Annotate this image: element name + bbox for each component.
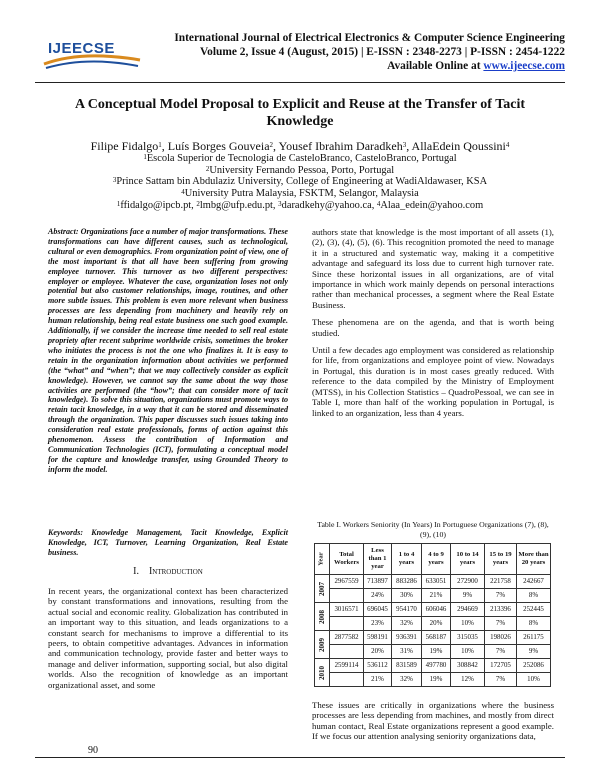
table-row: [315, 631, 551, 645]
empty-cell: [330, 589, 364, 603]
percent-cell: 7%: [485, 617, 517, 631]
empty-cell: [330, 617, 364, 631]
author-sup: 3: [402, 141, 407, 149]
author-block: [40, 139, 560, 212]
percent-cell: 21%: [364, 673, 392, 687]
seniority-table: [314, 543, 551, 687]
paragraph: These phenomena are on the agenda, and that is worth being studied.: [312, 317, 554, 338]
count-cell: 213396: [485, 603, 517, 617]
table-row: [315, 575, 551, 589]
count-cell: 633051: [422, 575, 451, 589]
count-cell: 242667: [517, 575, 551, 589]
count-cell: 497780: [422, 659, 451, 673]
count-cell: 252445: [517, 603, 551, 617]
total-workers-cell: 2599114: [330, 659, 364, 673]
count-cell: 831589: [392, 659, 422, 673]
footer-rule: [35, 757, 565, 758]
count-cell: 936391: [392, 631, 422, 645]
table-header-cell: Less than 1 year: [364, 544, 392, 575]
count-cell: 308842: [451, 659, 485, 673]
journal-logo: [42, 30, 142, 70]
percent-cell: 7%: [485, 589, 517, 603]
after-table-text: These issues are critically in organizations where the business processes are less depending from machines, and mostly from direct human contact, Real Estate organizations represent a good example. If we focus our attention analysing seniority organizations data,: [312, 700, 554, 742]
journal-link[interactable]: www.ijeecse.com: [483, 60, 565, 72]
empty-cell: [330, 673, 364, 687]
author-sup: 2: [269, 141, 274, 149]
count-cell: 261175: [517, 631, 551, 645]
percent-cell: 32%: [392, 617, 422, 631]
affiliation: $^1$Escola Superior de Tecnologia de CasteloBranco, CasteloBranco, Portugal: [143, 153, 457, 164]
author-email: Alaa_edein@yahoo.com: [380, 199, 484, 211]
author-email: ffidalgo@ipcb.pt,: [120, 199, 197, 211]
percent-cell: 30%: [392, 589, 422, 603]
count-cell: 272900: [451, 575, 485, 589]
percent-cell: 10%: [451, 645, 485, 659]
introduction-text: In recent years, the organizational context has been characterized by constant transformations and innovations, resulting from the actual social and economic reality. Globalization has contributed in an important way to this situation, and leads organizations to a constant search for mechanisms to improve a differential to its peers, to obtain competitive advantages. Advances in information and communication technology, provide faster and better ways to manage and deliver information, supporting social, but also digital worlds. Also the recognition of knowledge as an important organizational asset, and some: [48, 586, 288, 690]
table-header-cell: Year: [315, 544, 330, 575]
page-number: 90: [88, 745, 98, 756]
abstract: Abstract: Organizations face a number of major transformations. These transformations can have different causes, such as technological, cultural or even demographics. From organization point of view, one of the most important is that all have been suffering from growing employee turnover. This turnover as two different perspectives: employer or employee. Whatever the case, organization loses not only potential but also customer relationships, image, routines, and other more subtle issues. This problem is even more relevant when business processes are less depending from machinery and heavily rely on human relationship, being real estate business one such good example. Additionally, if we consider the increase time needed to sell real estate propriety after recent subprime worldwide crisis, sometimes the broker who initiates the process is not the one who finalizes it. It is easy to retain in the organization information about activities we performed (the “what” and “when”; that we may collectively consider as explicit knowledge). However, we cannot say the same about the way those activities are performed (the “how”; that can consider more of tacit knowledge). To solve this situation, organizations must promote ways to retain tacit knowledge, in a way that it can be stored and disseminated through the organization. This paper discusses such issues taking into consideration real estate professionals, forms of action against this phenomenon. Assess the contribution of Information and Communication Technologies (ICT), formulating a conceptual model for the capture and knowledge transfer, using Grounded Theory to inform the model.: [48, 227, 288, 474]
right-column-text: [312, 227, 554, 418]
affiliation: $^4$University Putra Malaysia, FSKTM, Selangor, Malaysia: [181, 188, 419, 200]
author-name: Luís Borges Gouveia: [167, 139, 270, 153]
author-sup: 4: [505, 141, 510, 149]
header-rule: [35, 82, 565, 83]
author-email: lmbg@ufp.edu.pt,: [199, 199, 279, 211]
empty-cell: [330, 645, 364, 659]
table-header-cell: More than 20 years: [517, 544, 551, 575]
table-caption: Table I. Workers Seniority (In Years) In Portuguese Organizations (7), (8), (9), (10): [317, 520, 549, 539]
count-cell: 568187: [422, 631, 451, 645]
percent-cell: 10%: [517, 673, 551, 687]
table-row: [315, 603, 551, 617]
availability-line: Available Online at www.ijeecse.com: [387, 60, 565, 72]
percent-cell: 24%: [364, 589, 392, 603]
affiliation-list: [40, 153, 560, 200]
author-email: daradkehy@yahoo.ca,: [281, 199, 377, 211]
percent-cell: 8%: [517, 617, 551, 631]
email-list: $^1$ffidalgo@ipcb.pt, $^2$lmbg@ufp.edu.pt, $^3$daradkehy@yahoo.ca, $^4$Alaa_edein@yahoo.com: [116, 199, 484, 211]
author-name: Yousef Ibrahim Daradkeh: [278, 139, 403, 153]
count-cell: 198026: [485, 631, 517, 645]
table-row: [315, 617, 551, 631]
table-row: [315, 589, 551, 603]
percent-cell: 9%: [517, 645, 551, 659]
count-cell: 315035: [451, 631, 485, 645]
percent-cell: 10%: [451, 617, 485, 631]
year-cell: 2010: [315, 659, 330, 687]
percent-cell: 31%: [392, 645, 422, 659]
percent-cell: 20%: [422, 617, 451, 631]
count-cell: 696045: [364, 603, 392, 617]
table-row: [315, 659, 551, 673]
count-cell: 713897: [364, 575, 392, 589]
total-workers-cell: 3016571: [330, 603, 364, 617]
percent-cell: 32%: [392, 673, 422, 687]
percent-cell: 7%: [485, 645, 517, 659]
percent-cell: 7%: [485, 673, 517, 687]
count-cell: 221758: [485, 575, 517, 589]
table-header-row: [315, 544, 551, 575]
table-header-cell: Total Workers: [330, 544, 364, 575]
paragraph: Until a few decades ago employment was considered as relationship for life, from organizations and employee point of view. Nowadays in Portugal, this duration is in most cases greatly reduced. With reference to the data compiled by the Ministry of Employment (MTSS), in his Collection Statistics – QuadroPessoal, we can see in Table I, more than half of the working population in Portugal, is linked to an organization, less than 4 years.: [312, 345, 554, 418]
year-cell: 2009: [315, 631, 330, 659]
journal-name: International Journal of Electrical Electronics & Computer Science Engineering: [174, 32, 565, 44]
table-row: [315, 645, 551, 659]
count-cell: 172705: [485, 659, 517, 673]
author-list: Filipe Fidalgo$^1$, Luís Borges Gouveia$^2$, Yousef Ibrahim Daradkeh$^3$, AllaEdein Qoussini$^4$: [90, 139, 510, 153]
section-heading: I. Introduction: [133, 566, 203, 577]
count-cell: 606046: [422, 603, 451, 617]
percent-cell: 19%: [422, 673, 451, 687]
logo-text: IJEECSE: [48, 40, 115, 57]
author-name: Filipe Fidalgo: [90, 139, 159, 153]
table-header-cell: 10 to 14 years: [451, 544, 485, 575]
count-cell: 536112: [364, 659, 392, 673]
table-header-cell: 4 to 9 years: [422, 544, 451, 575]
count-cell: 954170: [392, 603, 422, 617]
table-header-cell: 1 to 4 years: [392, 544, 422, 575]
percent-cell: 21%: [422, 589, 451, 603]
journal-issue: Volume 2, Issue 4 (August, 2015) | E-ISSN : 2348-2273 | P-ISSN : 2454-1222: [199, 46, 565, 58]
author-name: AllaEdein Qoussini: [411, 139, 506, 153]
author-sup: 1: [158, 141, 162, 149]
percent-cell: 8%: [517, 589, 551, 603]
table-row: [315, 673, 551, 687]
count-cell: 883286: [392, 575, 422, 589]
percent-cell: 12%: [451, 673, 485, 687]
paper-title: A Conceptual Model Proposal to Explicit and Reuse at the Transfer of Tacit Knowledge: [74, 97, 526, 129]
affiliation: $^3$Prince Sattam bin Abdulaziz University, College of Engineering at WadiAldawaser, KSA: [112, 176, 488, 188]
percent-cell: 19%: [422, 645, 451, 659]
keywords: Keywords: Knowledge Management, Tacit Knowledge, Explicit Knowledge, ICT, Turnover, Learning Organization, Real Estate business.: [48, 528, 288, 557]
total-workers-cell: 2877582: [330, 631, 364, 645]
year-cell: 2008: [315, 603, 330, 631]
affiliation: $^2$University Fernando Pessoa, Porto, Portugal: [205, 164, 395, 176]
percent-cell: 20%: [364, 645, 392, 659]
paragraph: authors state that knowledge is the most important of all assets (1), (2), (3), (4), (5), (6). This recognition promoted the need to manage it in a structured and systematic way, making it a competitive advantage and safeguard its loss due to current high turnover rate. Since these horizontal issues in all organizations, are of vital importance in which work mainly depends on personal interactions rather than mechanical processes, a segment where the Real Estate Business.: [312, 227, 554, 310]
percent-cell: 23%: [364, 617, 392, 631]
count-cell: 252086: [517, 659, 551, 673]
table-header-cell: 15 to 19 years: [485, 544, 517, 575]
table-body: [315, 575, 551, 687]
year-cell: 2007: [315, 575, 330, 603]
total-workers-cell: 2967559: [330, 575, 364, 589]
percent-cell: 9%: [451, 589, 485, 603]
count-cell: 598191: [364, 631, 392, 645]
count-cell: 294669: [451, 603, 485, 617]
